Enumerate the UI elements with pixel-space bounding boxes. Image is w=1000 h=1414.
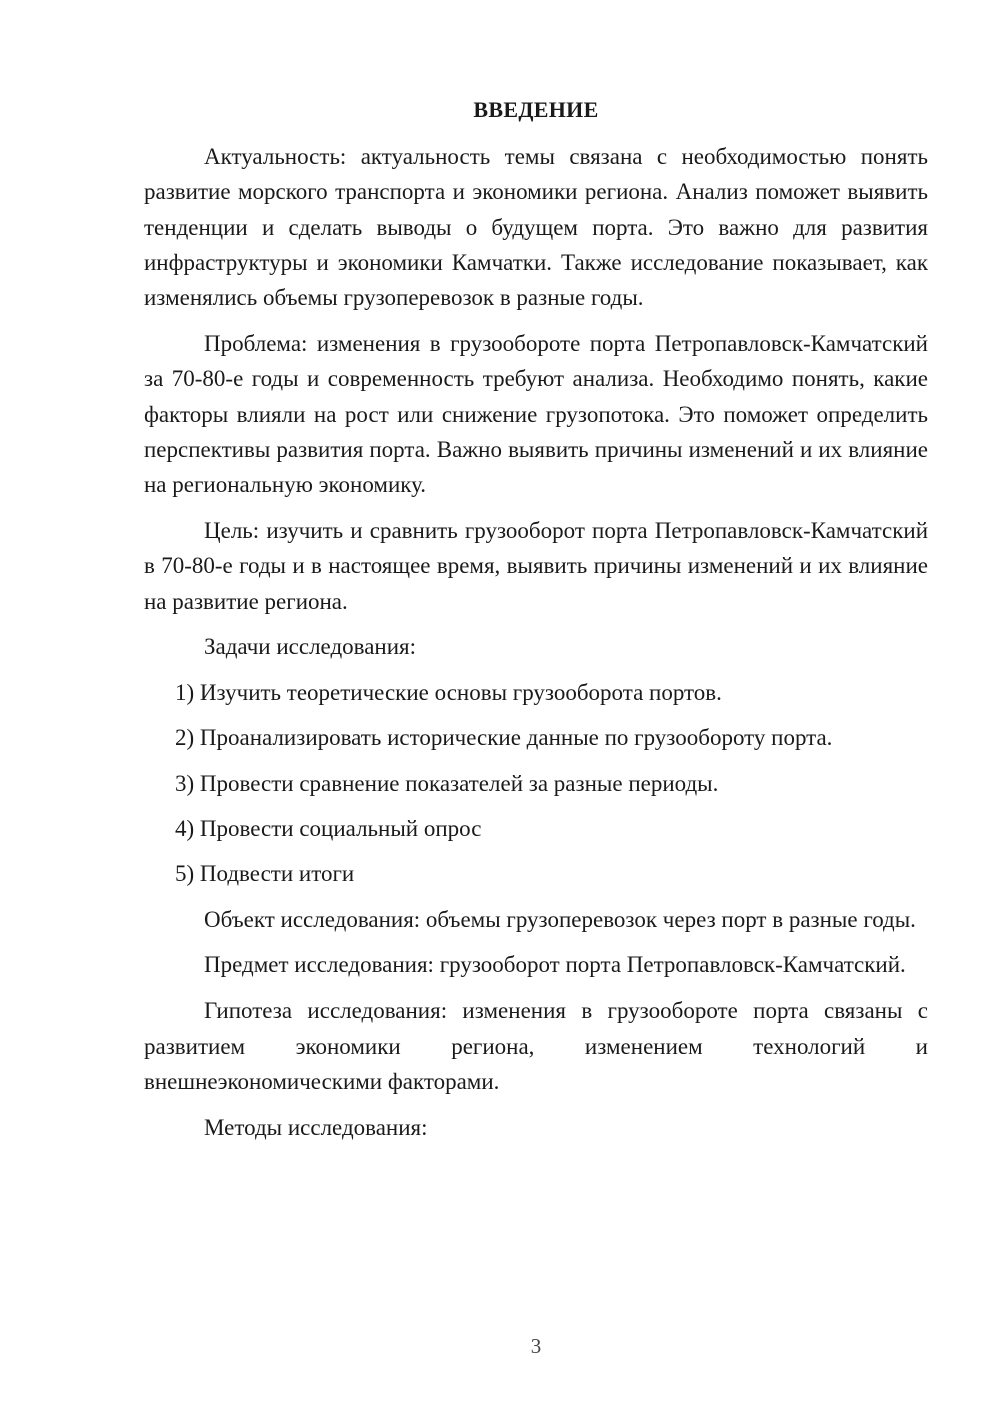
paragraph-object: Объект исследования: объемы грузоперевозок через порт в разные годы. [204, 906, 916, 932]
paragraph-relevance: Актуальность: актуальность темы связана с необходимостью понять развитие морского транспорта и экономики региона. Анализ поможет выявить тенденции и сделать выводы о будущем порта. Это важно для развития инфраструктуры и экономики Камчатки. Также исследование показывает, как изменялись объемы грузоперевозок в разные годы. [144, 144, 928, 311]
page-content [144, 92, 928, 1155]
methods-heading: Методы исследования: [204, 1114, 428, 1140]
task-item: 1) Изучить теоретические основы грузооборота портов. [175, 680, 722, 706]
paragraph-problem: Проблема: изменения в грузообороте порта Петропавловск-Камчатский за 70-80-е годы и современность требуют анализа. Необходимо понять, какие факторы влияли на рост или снижение грузопотока. Это поможет определить перспективы развития порта. Важно выявить причины изменений и их влияние на региональную экономику. [144, 330, 928, 498]
task-item: 2) Проанализировать исторические данные по грузообороту порта. [175, 725, 833, 751]
task-item: 3) Провести сравнение показателей за разные периоды. [175, 770, 719, 796]
paragraph-hypothesis: Гипотеза исследования: изменения в грузообороте порта связаны с развитием экономики региона, изменением технологий и внешнеэкономическими факторами. [144, 998, 928, 1094]
section-title: ВВЕДЕНИЕ [473, 97, 599, 122]
tasks-list [144, 675, 928, 891]
task-item: 5) Подвести итоги [175, 861, 355, 887]
paragraph-goal: Цель: изучить и сравнить грузооборот порта Петропавловск-Камчатский в 70-80-е годы и в настоящее время, выявить причины изменений и их влияние на развитие региона. [144, 517, 928, 614]
tasks-heading: Задачи исследования: [204, 634, 417, 660]
task-item: 4) Провести социальный опрос [175, 816, 482, 842]
page-number: 3 [530, 1334, 542, 1358]
paragraph-subject: Предмет исследования: грузооборот порта Петропавловск-Камчатский. [204, 952, 906, 978]
